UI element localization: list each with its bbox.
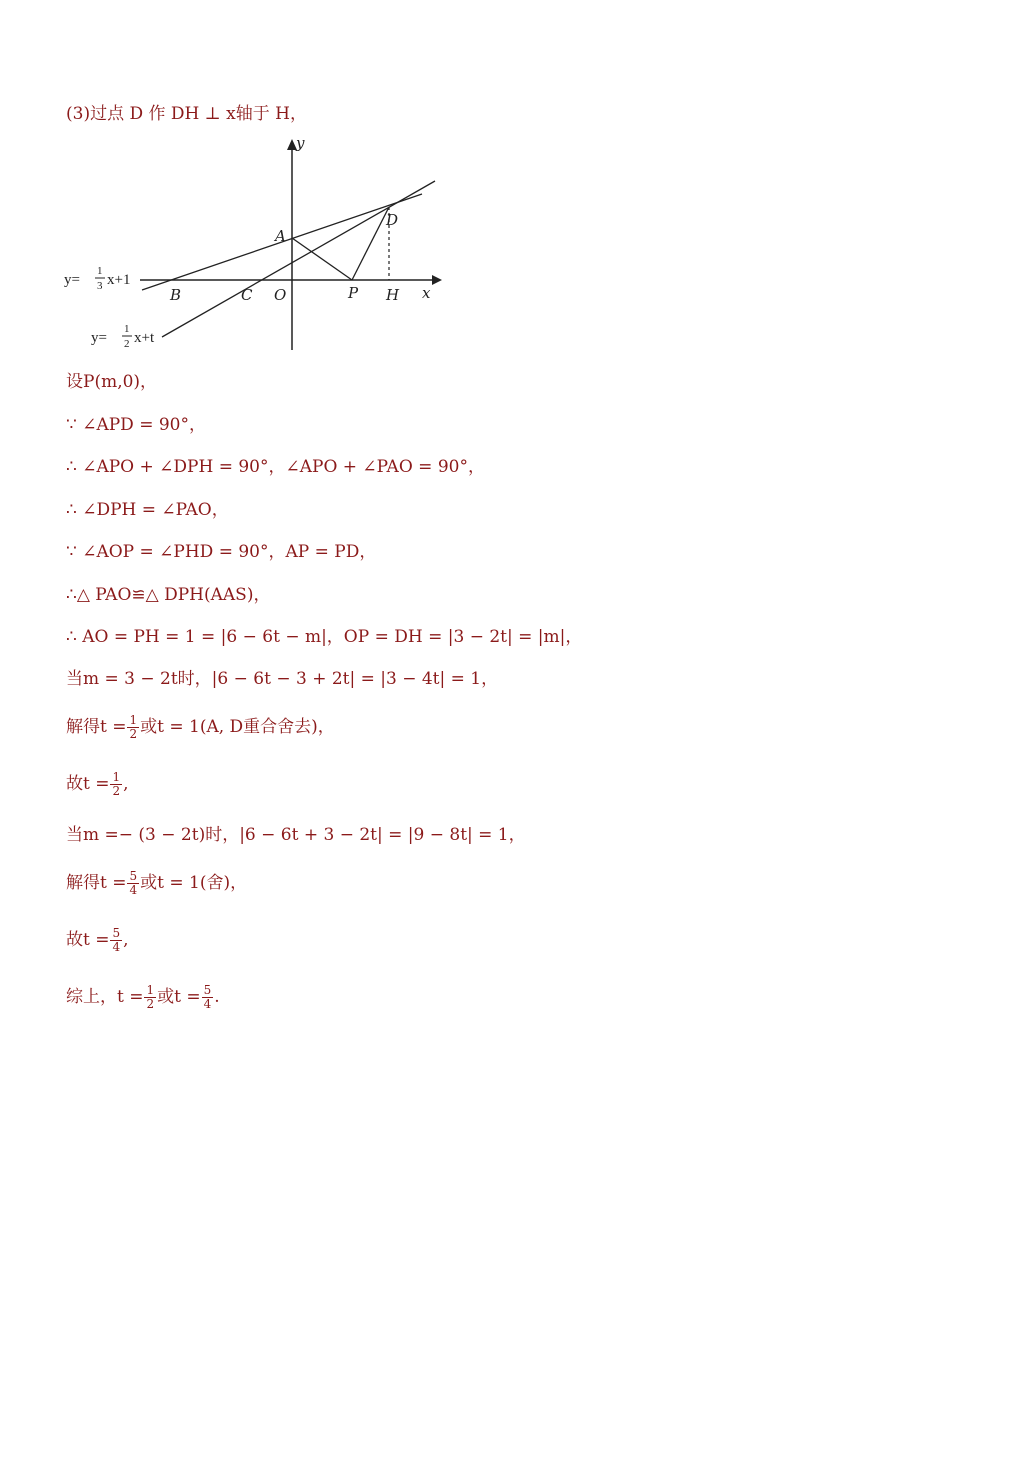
line-12-text: 当m =− (3 − 2t)时，|6 − 6t + 3 − 2t| = |9 − 8t| = 1， (66, 825, 526, 845)
fraction-denominator: 2 (146, 997, 155, 1011)
text-line-11 (66, 771, 129, 798)
eq2-denominator: 2 (124, 338, 130, 350)
geometry-figure (60, 132, 450, 357)
eq1-numerator: 1 (97, 265, 103, 277)
fraction (110, 771, 122, 798)
line-15-suffix: . (214, 987, 220, 1007)
fraction-numerator: 5 (203, 983, 212, 997)
axis-label-y: y (296, 134, 305, 152)
fraction-denominator: 2 (129, 727, 138, 741)
text-line-7 (66, 583, 270, 607)
eq2-numerator: 1 (124, 323, 130, 335)
text-line-12 (66, 823, 526, 847)
line-15-middle: 或t = (157, 987, 201, 1007)
point-label-P: P (348, 284, 359, 302)
point-label-O: O (274, 286, 287, 304)
fraction-numerator: 5 (129, 869, 138, 883)
text-line-3 (66, 413, 206, 437)
line-13-prefix: 解得t = (66, 873, 127, 893)
eq1-rhs: x+1 (107, 272, 131, 288)
fraction-denominator: 4 (112, 940, 121, 954)
text-line-6 (66, 540, 376, 564)
axis-label-x: x (422, 284, 431, 302)
fraction (127, 714, 139, 741)
fraction-numerator: 1 (146, 983, 155, 997)
line-8-text: ∴ AO = PH = 1 = |6 − 6t − m|，OP = DH = |3 − 2t| = |m|， (66, 627, 583, 647)
text-line-8 (66, 625, 582, 649)
line-y-1-2x-plus-t (162, 181, 435, 337)
point-label-A: A (275, 227, 286, 245)
fraction (110, 927, 122, 954)
eq1-denominator: 3 (97, 280, 103, 292)
line-5-text: ∴ ∠DPH = ∠PAO， (66, 500, 229, 520)
point-label-H: H (386, 286, 400, 304)
line-3-text: ∵ ∠APD = 90°， (66, 415, 206, 435)
fraction-numerator: 1 (112, 770, 121, 784)
point-label-D: D (386, 211, 399, 229)
fraction-numerator: 1 (129, 713, 138, 727)
line-11-suffix: , (123, 774, 129, 794)
eq2-rhs: x+t (134, 330, 155, 346)
text-line-14 (66, 927, 129, 954)
line-11-prefix: 故t = (66, 774, 110, 794)
line-10-prefix: 解得t = (66, 717, 127, 737)
line-7-text: ∴△ PAO≌△ DPH(AAS)， (66, 585, 271, 605)
line-6-text: ∵ ∠AOP = ∠PHD = 90°，AP = PD， (66, 542, 377, 562)
text-line-9 (66, 667, 498, 691)
line-14-suffix: , (123, 930, 129, 950)
point-label-B: B (170, 286, 182, 304)
text-line-10 (66, 714, 335, 741)
point-label-C: C (241, 286, 253, 304)
line-4-text: ∴ ∠APO + ∠DPH = 90°，∠APO + ∠PAO = 90°， (66, 457, 485, 477)
text-line-1 (66, 102, 307, 126)
eq1-lhs: y= (64, 272, 80, 288)
line-13-suffix: 或t = 1(舍)， (140, 873, 248, 893)
fraction (202, 984, 214, 1011)
line-15-prefix: 综上，t = (66, 987, 144, 1007)
text-line-4 (66, 455, 485, 479)
fraction-denominator: 4 (129, 883, 138, 897)
fraction (127, 870, 139, 897)
segment-AP (292, 238, 352, 280)
text-line-5 (66, 498, 229, 522)
fraction-denominator: 2 (112, 784, 121, 798)
line-9-text: 当m = 3 − 2t时，|6 − 6t − 3 + 2t| = |3 − 4t| = 1， (66, 669, 499, 689)
text-line-2 (66, 370, 157, 394)
line-10-suffix: 或t = 1(A, D重合舍去)， (140, 717, 335, 737)
text-line-15 (66, 984, 220, 1011)
fraction (144, 984, 156, 1011)
eq2-lhs: y= (91, 330, 107, 346)
line-1-text: (3)过点 D 作 DH ⊥ x轴于 H， (66, 104, 307, 124)
x-axis-arrow (432, 275, 442, 285)
fraction-denominator: 4 (203, 997, 212, 1011)
fraction-numerator: 5 (112, 926, 121, 940)
line-14-prefix: 故t = (66, 930, 110, 950)
line-2-text: 设P(m,0)， (66, 372, 158, 392)
text-line-13 (66, 870, 247, 897)
